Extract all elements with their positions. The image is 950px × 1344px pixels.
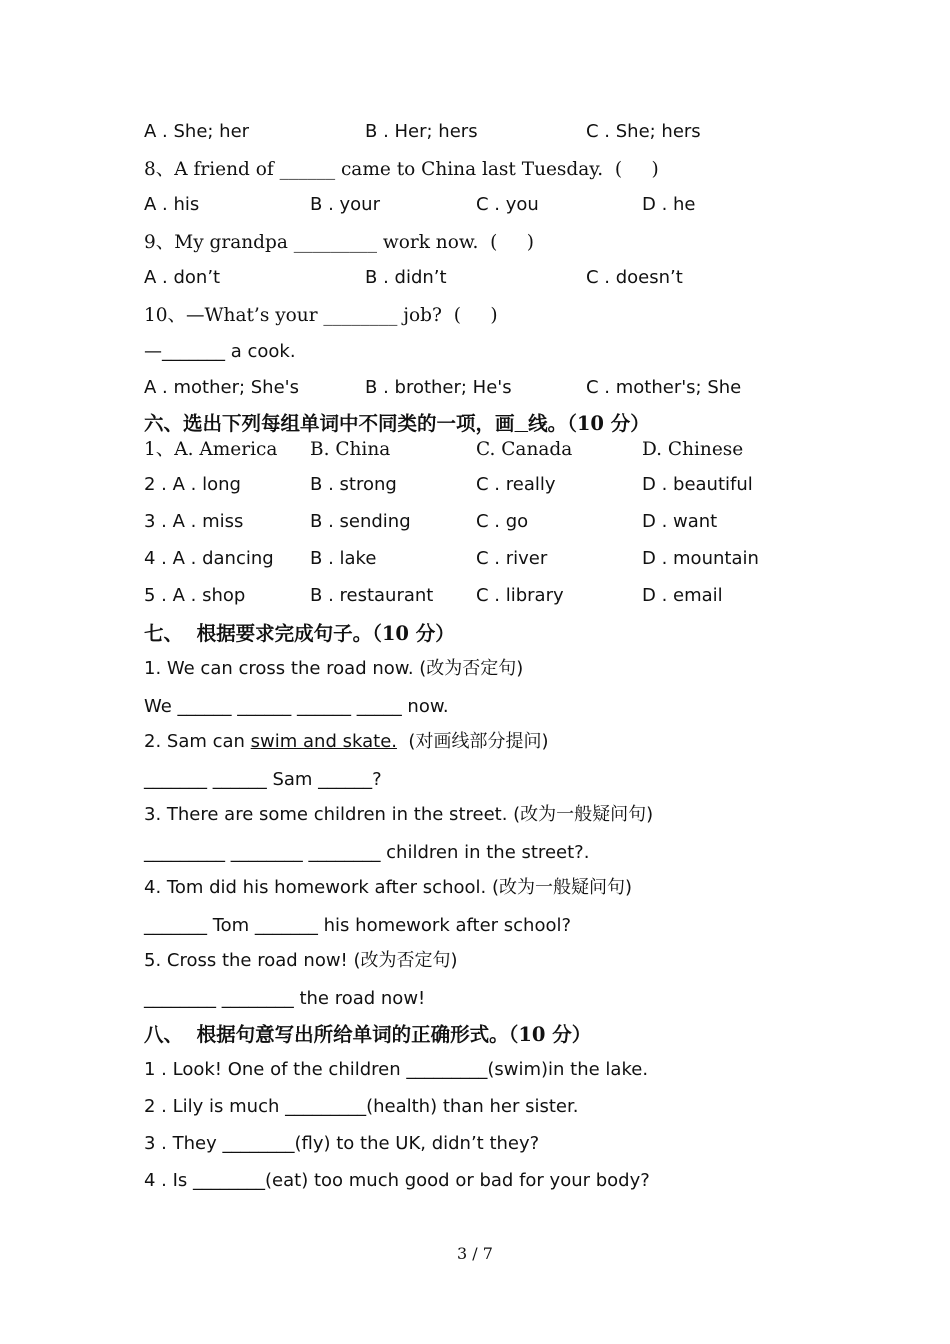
s8-item3: 3 . They ________(fly) to the UK, didn’t they? [144, 1133, 540, 1154]
s6-row1-b: B. China [310, 439, 391, 460]
s6-row3-c: C . go [476, 511, 529, 532]
q9-option-b: B . didn’t [365, 267, 447, 288]
s6-row4-b: B . lake [310, 548, 377, 569]
s6-row5-b: B . restaurant [310, 585, 434, 606]
q10-option-a: A . mother; She's [144, 377, 299, 398]
s7-q1: 1. We can cross the road now. (改为否定句) [144, 658, 524, 679]
s7-a3: _________ ________ ________ children in the street?. [144, 842, 590, 863]
s6-row2-a: 2 . A . long [144, 474, 241, 495]
s6-row4-a: 4 . A . dancing [144, 548, 274, 569]
s8-item1: 1 . Look! One of the children _________(swim)in the lake. [144, 1059, 649, 1080]
q7-option-a: A . She; her [144, 121, 250, 142]
q8-question: 8、A friend of ______ came to China last Tuesday. ( ) [144, 159, 659, 180]
s8-item4: 4 . Is ________(eat) too much good or bad for your body? [144, 1170, 650, 1191]
q7-option-b: B . Her; hers [365, 121, 478, 142]
s7-a1: We ______ ______ ______ _____ now. [144, 696, 449, 717]
s6-row5-a: 5 . A . shop [144, 585, 246, 606]
s6-row1-d: D. Chinese [642, 439, 744, 460]
section6-title: 六、选出下列每组单词中不同类的一项，画 线。（10 分） [144, 412, 650, 435]
s7-a2: _______ ______ Sam ______? [144, 769, 382, 790]
q10-option-b: B . brother; He's [365, 377, 512, 398]
section8-title: 八、 根据句意写出所给单词的正确形式。（10 分） [144, 1023, 592, 1046]
s6-row5-d: D . email [642, 585, 723, 606]
q8-option-c: C . you [476, 194, 539, 215]
q10-question: 10、—What’s your ________ job? ( ) [144, 305, 498, 326]
q10-option-c: C . mother's; She [586, 377, 742, 398]
section7-title: 七、 根据要求完成句子。（10 分） [144, 622, 455, 645]
s7-q2-underlined: swim and skate. [250, 731, 397, 752]
s8-item2: 2 . Lily is much _________(health) than her sister. [144, 1096, 579, 1117]
s6-row2-d: D . beautiful [642, 474, 753, 495]
q8-option-d: D . he [642, 194, 696, 215]
s7-q5: 5. Cross the road now! (改为否定句) [144, 950, 458, 971]
s7-a4: _______ Tom _______ his homework after school? [144, 915, 572, 936]
section6-title-blank [515, 412, 529, 435]
s6-row4-d: D . mountain [642, 548, 759, 569]
s6-row3-a: 3 . A . miss [144, 511, 244, 532]
q9-option-a: A . don’t [144, 267, 221, 288]
q8-option-b: B . your [310, 194, 380, 215]
s7-q4: 4. Tom did his homework after school. (改为一般疑问句) [144, 877, 632, 898]
s7-q3: 3. There are some children in the street. (改为一般疑问句) [144, 804, 654, 825]
page-number: 3 / 7 [457, 1244, 493, 1263]
q10-answer-line: —_______ a cook. [144, 341, 296, 362]
q8-option-a: A . his [144, 194, 200, 215]
s7-a5: ________ ________ the road now! [144, 988, 426, 1009]
s6-row2-b: B . strong [310, 474, 397, 495]
s6-row3-d: D . want [642, 511, 718, 532]
s7-q2: 2. Sam can swim and skate. (对画线部分提问) [144, 731, 549, 752]
s6-row5-c: C . library [476, 585, 564, 606]
q9-option-c: C . doesn’t [586, 267, 683, 288]
q7-option-c: C . She; hers [586, 121, 701, 142]
s6-row1-c: C. Canada [476, 439, 573, 460]
s6-row1-a: 1、A. America [144, 439, 278, 460]
q9-question: 9、My grandpa _________ work now. ( ) [144, 232, 534, 253]
s6-row4-c: C . river [476, 548, 548, 569]
s6-row2-c: C . really [476, 474, 556, 495]
s6-row3-b: B . sending [310, 511, 411, 532]
